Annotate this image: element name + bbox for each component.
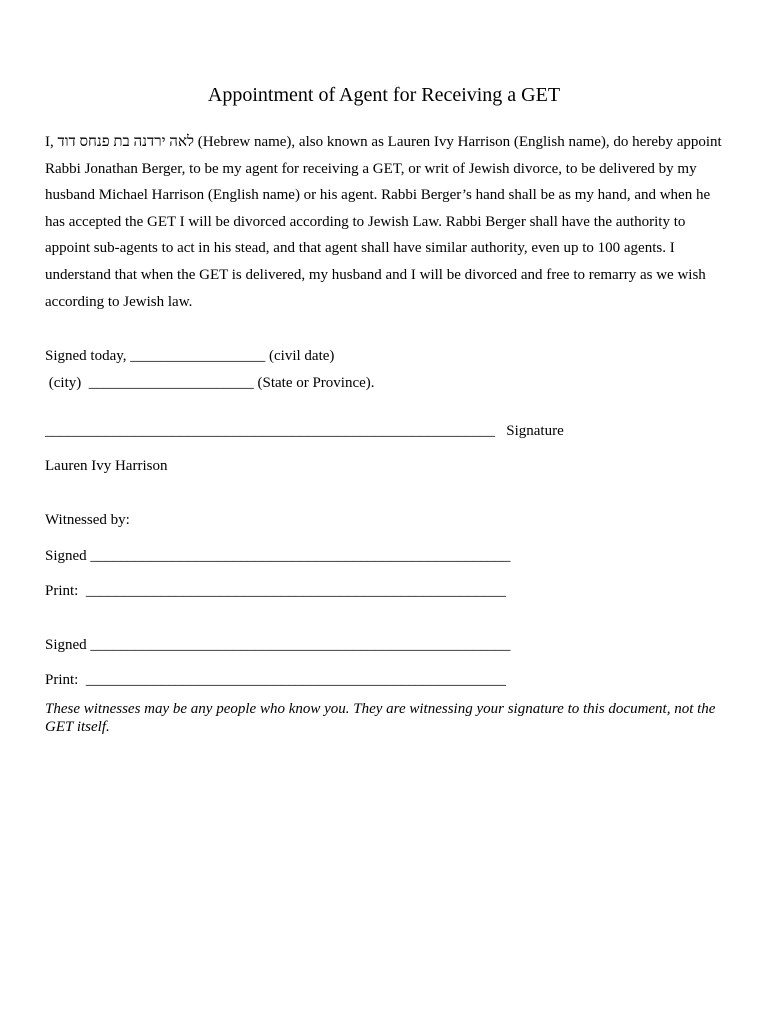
- witness2-signed-line: Signed ________________________________________________________: [45, 637, 511, 653]
- appointment-paragraph: [45, 129, 725, 315]
- witness-note: These witnesses may be any people who know you. They are witnessing your signature to this document, not the GET itself.: [45, 701, 716, 735]
- document-title: Appointment of Agent for Receiving a GET: [207, 84, 561, 106]
- signer-name: Lauren Ivy Harrison: [45, 458, 168, 474]
- witness1-print-line: Print: ________________________________________________________: [45, 583, 506, 599]
- witnessed-by-label: Witnessed by:: [45, 512, 130, 528]
- intro-text: (Hebrew name), also known as Lauren Ivy Harrison (English name), do hereby appoint Rabbi Jonathan Berger, to be my agent for receiving a GET, or writ of Jewish divorce, to be delivered by my husband Michael Harrison (English name) or his agent. Rabbi Berger’s hand shall be as my hand, and when he has accepted the GET I will be divorced according to Jewish Law. Rabbi Berger shall have the authority to appoint sub-agents to act in his stead, and that agent shall have similar authority, even up to 100 agents. I understand that when the GET is delivered, my husband and I will be divorced and free to remarry as we wish according to Jewish law.: [45, 134, 722, 310]
- witness2-print-line: Print: ________________________________________________________: [45, 672, 506, 688]
- witness1-signed-line: Signed ________________________________________________________: [45, 548, 511, 564]
- signature-line: ____________________________________________________________ Signature: [45, 423, 564, 439]
- hebrew-name: לאה ירדנה בת פנחס דוד: [57, 134, 194, 150]
- signed-today-line: Signed today, __________________ (civil date): [45, 348, 335, 364]
- intro-prefix: I,: [45, 134, 58, 150]
- city-state-line: (city) ______________________ (State or Province).: [45, 375, 375, 391]
